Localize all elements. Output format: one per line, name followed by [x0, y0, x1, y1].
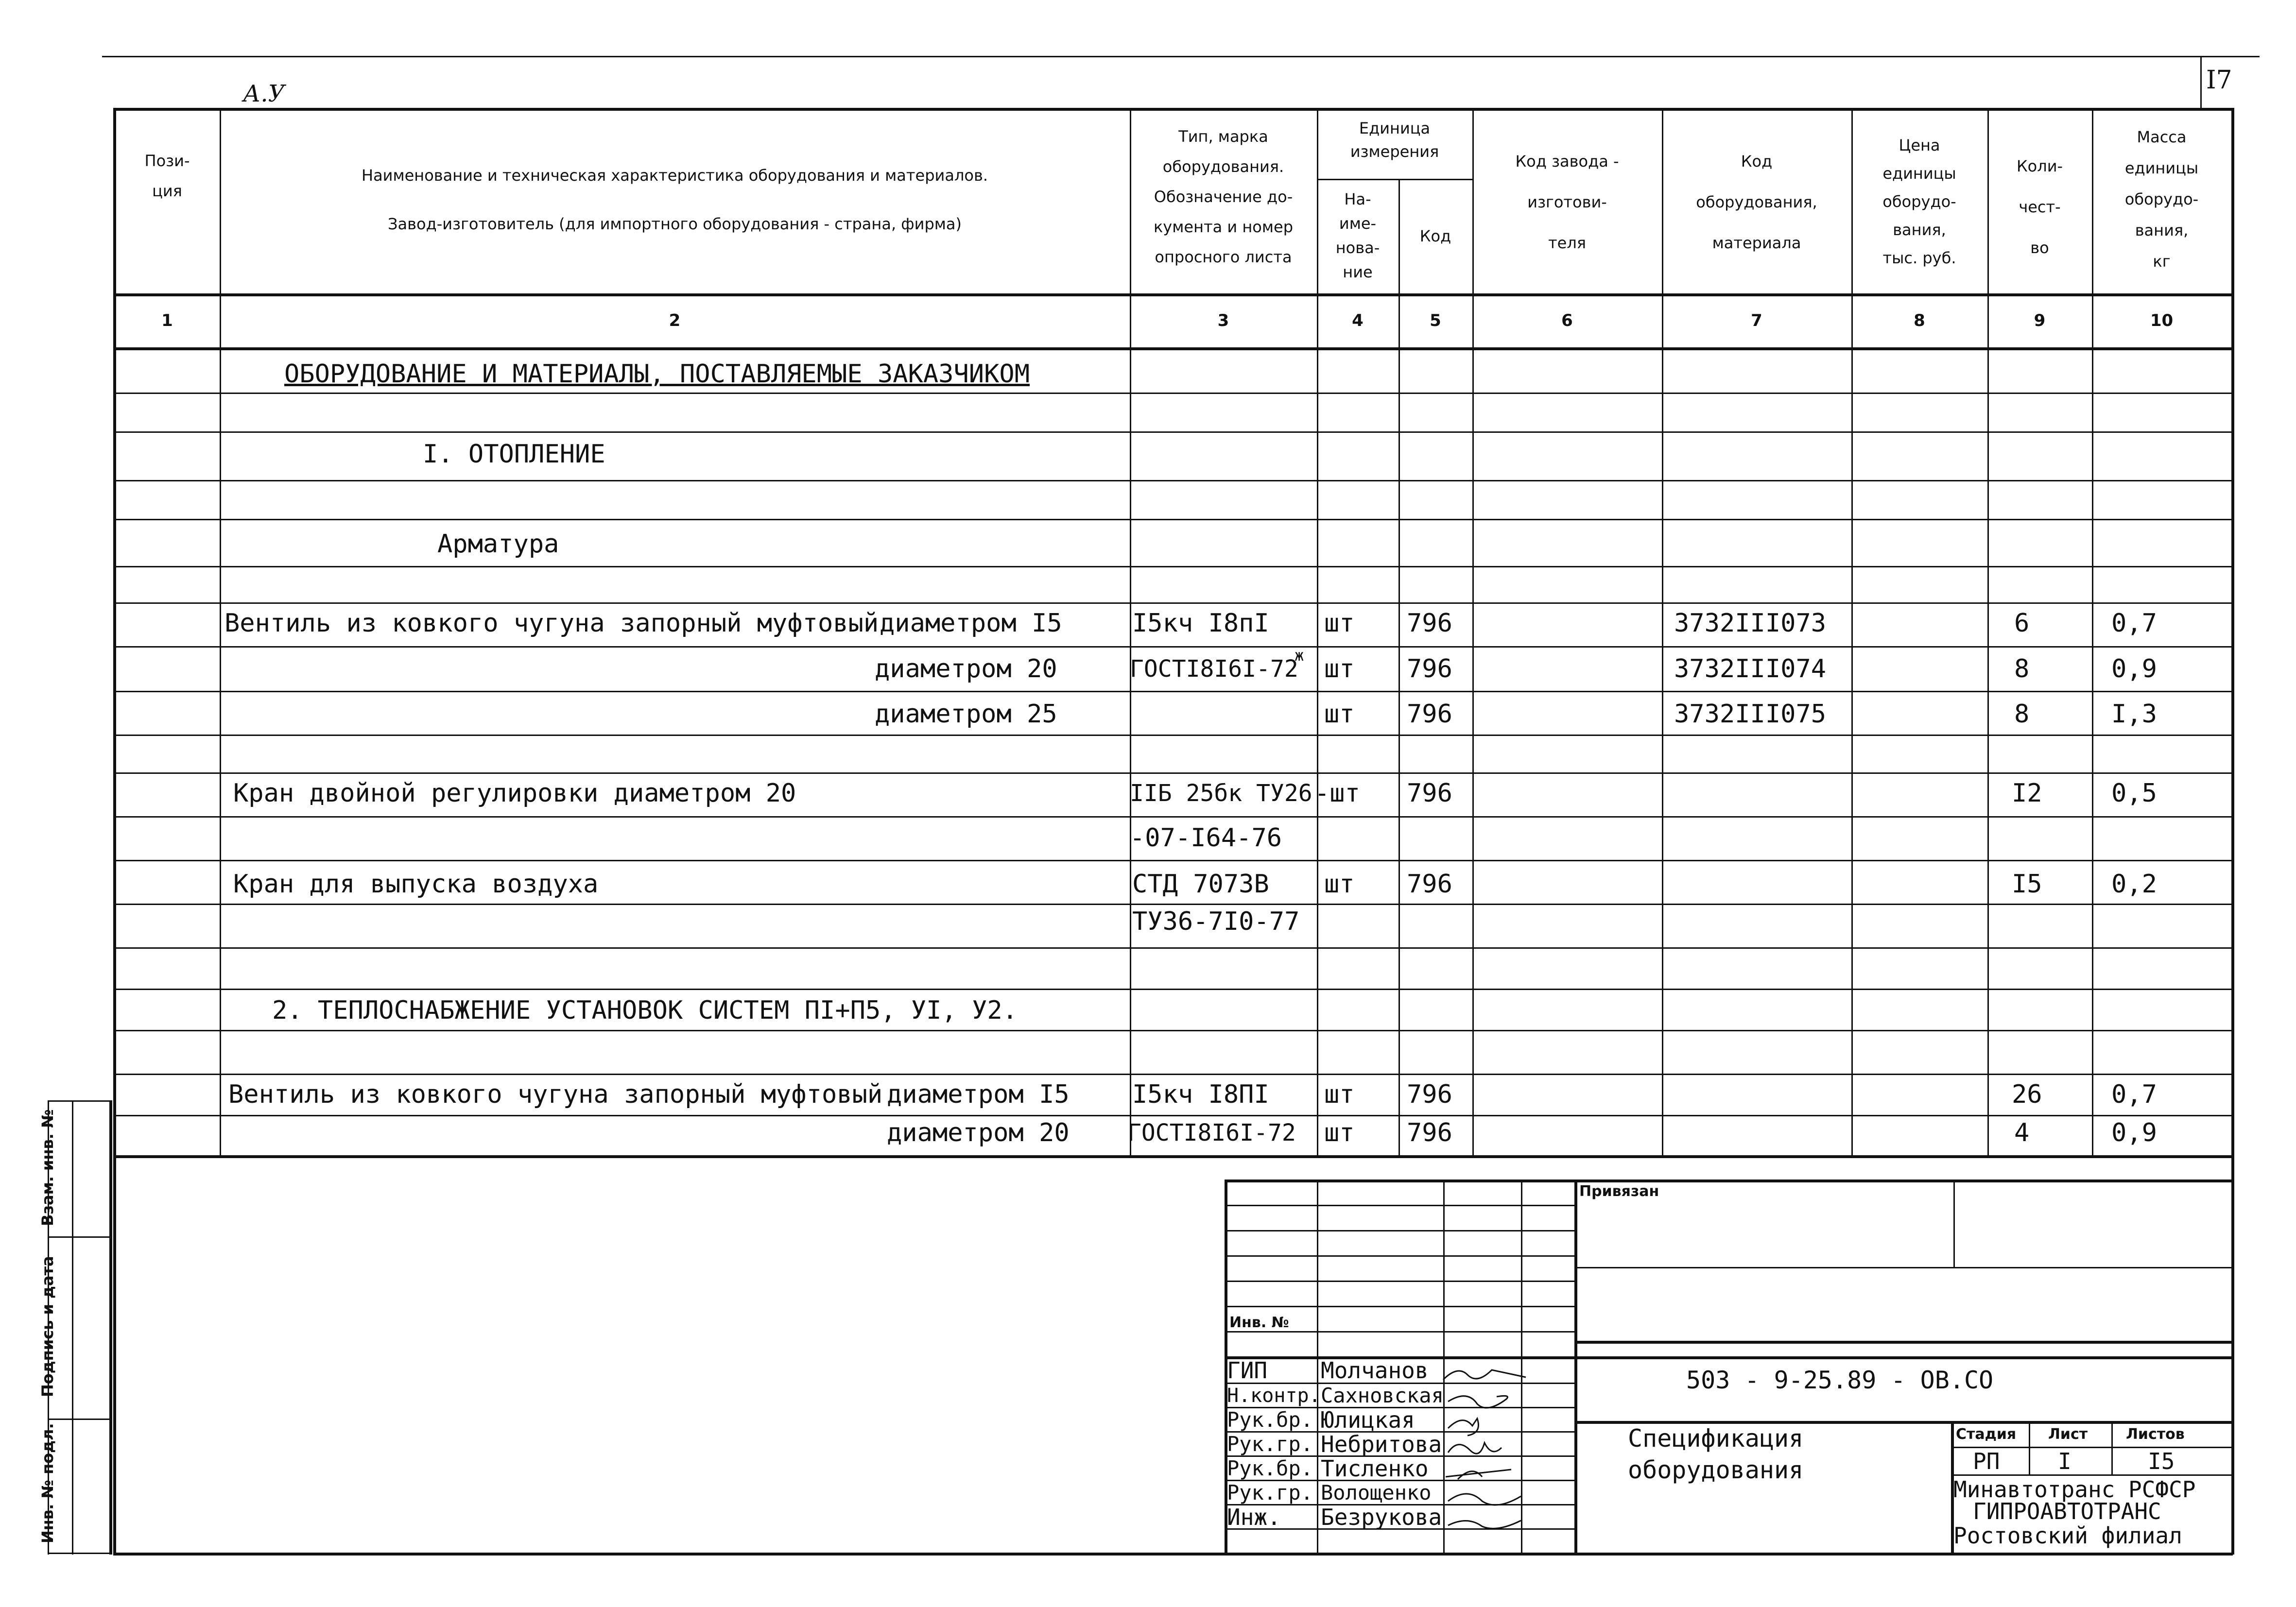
- section-main-title: ОБОРУДОВАНИЕ И МАТЕРИАЛЫ, ПОСТАВЛЯЕМЫЕ ЗАКАЗЧИКОМ: [284, 359, 1030, 389]
- stamp-row: [1225, 1306, 1574, 1307]
- header-unit-code: Код: [1419, 227, 1451, 245]
- row7-diameter: диаметром 20: [887, 1118, 1070, 1147]
- signer-role: Рук.гр.: [1227, 1481, 1313, 1504]
- row4-mass: 0,5: [2111, 779, 2157, 808]
- doc-title-line1: Спецификация: [1628, 1424, 1804, 1453]
- row6-type: I5кч I8ПI: [1132, 1080, 1269, 1109]
- stamp-row: [1225, 1281, 1574, 1282]
- frame-right: [2231, 108, 2234, 1555]
- row5-unit: шт: [1324, 870, 1355, 899]
- signer-name: Сахновская: [1321, 1384, 1444, 1407]
- header-type: Тип, марка оборудования. Обозначение до- кумента и номер опросного листа: [1153, 127, 1294, 266]
- row-sep: [115, 646, 2231, 648]
- row4-unit: -шт: [1314, 779, 1360, 808]
- row-sep: [115, 393, 2231, 394]
- colnum-7: 7: [1751, 311, 1762, 330]
- col-line-5: [1472, 108, 1474, 1155]
- colnum-10: 10: [2150, 311, 2174, 330]
- row7-quantity: 4: [2014, 1118, 2030, 1147]
- row1-diameter: диаметром I5: [880, 609, 1062, 638]
- frame-top: [115, 108, 2234, 111]
- row-sep: [115, 1115, 2231, 1116]
- privyazan-label: Привязан: [1579, 1183, 1659, 1200]
- row1-equipment-code: 3732III073: [1674, 609, 1827, 638]
- side-strip-bottom: [48, 1553, 111, 1554]
- header-name-line2: Завод-изготовитель (для импортного оборудования - страна, фирма): [388, 215, 962, 233]
- header-mass: Масса единицы оборудо- вания, кг: [2124, 128, 2199, 271]
- page-number: I7: [2206, 66, 2232, 95]
- listov-label: Листов: [2126, 1426, 2185, 1443]
- col-line-6: [1662, 108, 1663, 1155]
- signer-name: Волощенко: [1321, 1481, 1432, 1504]
- row2-diameter: диаметром 20: [875, 654, 1057, 684]
- page-number-box-left: [2200, 56, 2202, 108]
- row3-unit: шт: [1324, 700, 1355, 729]
- row2-quantity: 8: [2014, 654, 2030, 684]
- row-sep: [115, 735, 2231, 736]
- signer-role: Инж.: [1227, 1504, 1281, 1530]
- row5-unit-code: 796: [1407, 870, 1452, 899]
- row2-equipment-code: 3732III074: [1674, 654, 1827, 684]
- col-line-1: [220, 108, 221, 1155]
- stamp-col-e: [1953, 1180, 1955, 1267]
- header-unit-name: На- име- нова- ние: [1335, 190, 1380, 281]
- stamp-row: [1225, 1205, 1574, 1206]
- stamp-right-row: [1574, 1341, 2233, 1344]
- row1-type: I5кч I8пI: [1132, 609, 1269, 638]
- stamp-col-a: [1317, 1180, 1318, 1553]
- signer-name: Юлицкая: [1321, 1407, 1415, 1433]
- row1-unit-code: 796: [1407, 609, 1452, 638]
- row1-mass: 0,7: [2111, 609, 2157, 638]
- row-sep: [115, 1074, 2231, 1075]
- stamp-row: [1225, 1255, 1574, 1257]
- header-quantity: Коли- чест- во: [2016, 157, 2063, 257]
- stadia-box-bottom: [1951, 1474, 2233, 1476]
- stamp-right-row: [1574, 1267, 2233, 1268]
- row-sep: [115, 989, 2231, 990]
- colnum-5: 5: [1430, 311, 1441, 330]
- row6-mass: 0,7: [2111, 1080, 2157, 1109]
- colnum-8: 8: [1914, 311, 1925, 330]
- header-equipment-code: Код оборудования, материала: [1696, 152, 1817, 252]
- unit-header-split: [1317, 179, 1472, 180]
- row1-unit: шт: [1324, 609, 1355, 638]
- row1-name: Вентиль из ковкого чугуна запорный муфтовый: [224, 609, 879, 638]
- signer-role: Н.контр.: [1227, 1385, 1321, 1407]
- side-label-signature-date: Подпись и дата: [38, 1256, 57, 1397]
- signer-role: ГИП: [1227, 1357, 1268, 1384]
- side-strip-sep: [48, 1236, 111, 1238]
- row6-diameter: диаметром I5: [887, 1080, 1070, 1109]
- stadia-label: Стадия: [1956, 1426, 2017, 1443]
- doc-code: 503 - 9-25.89 - ОВ.СО: [1686, 1366, 1994, 1394]
- section-heating-title: I. ОТОПЛЕНИЕ: [423, 440, 605, 469]
- row6-quantity: 26: [2012, 1080, 2042, 1109]
- side-strip-mid: [72, 1100, 73, 1555]
- row3-unit-code: 796: [1407, 700, 1452, 729]
- stamp-row: [1225, 1230, 1574, 1231]
- colnum-1: 1: [161, 311, 173, 330]
- row2-type-mark: ж: [1295, 646, 1304, 665]
- stamp-row: [1225, 1331, 1574, 1333]
- row7-type: ГОСТI8I6I-72: [1127, 1119, 1296, 1146]
- signer-role: Рук.бр.: [1227, 1408, 1313, 1432]
- row2-mass: 0,9: [2111, 654, 2157, 684]
- row7-unit-code: 796: [1407, 1118, 1452, 1147]
- row4-type: IIБ 25бк ТУ26: [1130, 780, 1312, 807]
- row2-type: ГОСТI8I6I-72: [1130, 655, 1298, 683]
- row4-type-cont: -07-I64-76: [1130, 823, 1282, 853]
- signer-name: Небритова: [1321, 1431, 1442, 1457]
- list-value: I: [2058, 1448, 2072, 1474]
- row6-name: Вентиль из ковкого чугуна запорный муфтовый: [228, 1080, 883, 1109]
- row3-mass: I,3: [2111, 700, 2157, 729]
- row1-quantity: 6: [2014, 609, 2030, 638]
- colnum-2: 2: [669, 311, 681, 330]
- listov-value: I5: [2148, 1448, 2175, 1474]
- row-sep: [115, 1030, 2231, 1031]
- row5-mass: 0,2: [2111, 870, 2157, 899]
- side-strip-top: [48, 1100, 111, 1102]
- row5-name: Кран для выпуска воздуха: [233, 870, 599, 899]
- signatures-graphic: [1438, 1355, 1536, 1555]
- row2-unit-code: 796: [1407, 654, 1452, 684]
- stadia-value: РП: [1973, 1448, 2000, 1474]
- doc-title-line2: оборудования: [1628, 1456, 1804, 1484]
- list-label: Лист: [2048, 1426, 2088, 1443]
- row-sep: [115, 519, 2231, 520]
- side-label-replaced-inv: Взам. инв. №: [38, 1109, 57, 1226]
- row4-unit-code: 796: [1407, 779, 1452, 808]
- frame-bottom: [113, 1553, 2233, 1556]
- row-sep: [115, 816, 2231, 818]
- row5-type: СТД 7073В: [1132, 870, 1269, 899]
- section-heat-supply-title: 2. ТЕПЛОСНАБЖЕНИЕ УСТАНОВОК СИСТЕМ ПI+П5, УI, У2.: [272, 996, 1018, 1025]
- row-sep: [115, 691, 2231, 692]
- header-factory-code: Код завода - изготови- теля: [1515, 152, 1619, 252]
- row-sep: [115, 602, 2231, 604]
- row-sep: [115, 566, 2231, 567]
- row-sep: [115, 772, 2231, 774]
- signer-role: Рук.гр.: [1227, 1432, 1313, 1456]
- row3-equipment-code: 3732III075: [1674, 700, 1827, 729]
- signer-role: Рук.бр.: [1227, 1456, 1313, 1480]
- row3-diameter: диаметром 25: [875, 700, 1057, 729]
- row6-unit-code: 796: [1407, 1080, 1452, 1109]
- signer-name: Тисленко: [1321, 1455, 1429, 1482]
- side-strip-sep: [48, 1419, 111, 1420]
- row5-quantity: I5: [2012, 870, 2042, 899]
- org-line1: Минавтотранс РСФСР: [1953, 1476, 2196, 1503]
- side-strip-right: [109, 1100, 112, 1555]
- header-unit: Единица измерения: [1350, 119, 1439, 161]
- org-line3: Ростовский филиал: [1953, 1522, 2182, 1549]
- signer-name: Безрукова: [1321, 1504, 1442, 1530]
- colnum-6: 6: [1561, 311, 1573, 330]
- row7-mass: 0,9: [2111, 1118, 2157, 1147]
- header-name-line1: Наименование и техническая характеристика оборудования и материалов.: [362, 166, 988, 185]
- sheet-label: А.У: [243, 80, 285, 107]
- colnum-4: 4: [1352, 311, 1364, 330]
- row-sep: [115, 860, 2231, 861]
- inv-no-label: Инв. №: [1229, 1314, 1289, 1331]
- header-position: Пози- ция: [144, 152, 190, 200]
- header-bottom: [115, 293, 2231, 296]
- row-sep: [115, 947, 2231, 949]
- signer-name: Молчанов: [1321, 1357, 1429, 1384]
- row-sep: [115, 431, 2231, 433]
- row4-quantity: I2: [2012, 779, 2042, 808]
- stamp-col-d: [1574, 1180, 1577, 1553]
- side-label-inv-original: Инв. № подл.: [38, 1423, 57, 1543]
- row3-quantity: 8: [2014, 700, 2030, 729]
- stamp-right-row: [1574, 1421, 2233, 1424]
- row2-unit: шт: [1324, 654, 1355, 684]
- row4-name: Кран двойной регулировки диаметром 20: [233, 779, 796, 808]
- colnum-3: 3: [1217, 311, 1229, 330]
- stamp-top: [1225, 1180, 2233, 1182]
- row5-type-cont: ТУ36-7I0-77: [1132, 907, 1300, 936]
- top-border: [102, 56, 2260, 57]
- colnum-bottom: [115, 347, 2231, 350]
- row-sep: [115, 480, 2231, 481]
- subsection-armatura: Арматура: [437, 530, 559, 559]
- org-line2: ГИПРОАВТОТРАНС: [1973, 1498, 2161, 1524]
- table-bottom: [115, 1155, 2231, 1158]
- header-price: Цена единицы оборудо- вания, тыс. руб.: [1882, 136, 1956, 267]
- colnum-9: 9: [2034, 311, 2046, 330]
- row7-unit: шт: [1324, 1118, 1355, 1147]
- row6-unit: шт: [1324, 1080, 1355, 1109]
